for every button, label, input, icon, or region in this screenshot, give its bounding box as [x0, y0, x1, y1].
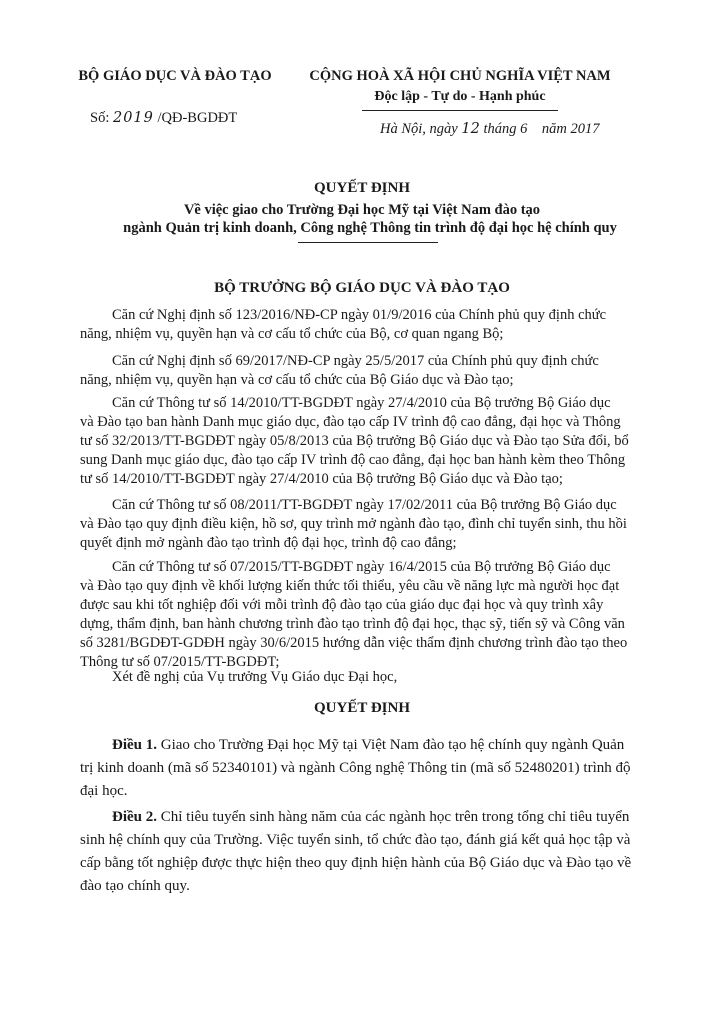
paragraph-line: đào tạo chính quy. — [80, 878, 190, 894]
paragraph-line: tư số 32/2013/TT-BGDĐT ngày 05/8/2013 của Bộ trưởng Bộ Giáo dục và Đào tạo Sửa đổi, bổ — [80, 433, 629, 449]
preamble-paragraph — [80, 394, 680, 489]
issue-date — [380, 121, 599, 138]
preamble-paragraph — [80, 558, 680, 672]
paragraph-line: quyết định mở ngành đào tạo trình độ đại học, trình độ cao đẳng; — [80, 535, 457, 551]
paragraph-line: được sau khi tốt nghiệp đối với mỗi trình độ đào tạo của giáo dục đại học và quy trình xây — [80, 597, 604, 613]
subject-line-1: Về việc giao cho Trường Đại học Mỹ tại Việt Nam đào tạo — [183, 202, 541, 218]
paragraph-line: Thông tư số 07/2015/TT-BGDĐT; — [80, 654, 280, 670]
paragraph-line: Xét đề nghị của Vụ trưởng Vụ Giáo dục Đại học, — [112, 669, 398, 685]
paragraph-line: năng, nhiệm vụ, quyền hạn và cơ cấu tổ chức của Bộ Giáo dục và Đào tạo; — [80, 372, 514, 388]
paragraph-line: năng, nhiệm vụ, quyền hạn và cơ cấu tổ chức của Bộ, cơ quan ngang Bộ; — [80, 326, 504, 342]
paragraph-line: Căn cứ Thông tư số 08/2011/TT-BGDĐT ngày 17/02/2011 của Bộ trưởng Bộ Giáo dục — [112, 497, 617, 513]
subject-line-2: ngành Quản trị kinh doanh, Công nghệ Thông tin trình độ đại học hệ chính quy — [123, 220, 617, 236]
preamble-paragraph — [80, 496, 680, 553]
paragraph-line: Chỉ tiêu tuyển sinh hàng năm của các ngành học trên trong tổng chỉ tiêu tuyển — [157, 809, 630, 825]
paragraph-line: Căn cứ Thông tư số 07/2015/TT-BGDĐT ngày 16/4/2015 của Bộ trưởng Bộ Giáo dục — [112, 559, 611, 575]
document-number-label: Số: — [90, 110, 110, 126]
paragraph-line: tư số 14/2010/TT-BGDĐT ngày 27/4/2010 của Bộ trưởng Bộ Giáo dục và Đào tạo; — [80, 471, 563, 487]
article-2 — [80, 806, 684, 898]
paragraph-line: Giao cho Trường Đại học Mỹ tại Việt Nam đào tạo hệ chính quy ngành Quản — [157, 737, 625, 753]
article-1 — [80, 734, 684, 803]
paragraph-line: và Đào tạo ban hành Danh mục giáo dục, đào tạo cấp IV trình độ cao đẳng, đại học và Thông — [80, 414, 621, 430]
date-day-handwritten: 12 — [461, 121, 480, 137]
preamble-paragraph — [80, 668, 680, 687]
document-number-handwritten: 2019 — [112, 110, 154, 126]
decision-title-2: QUYẾT ĐỊNH — [314, 700, 410, 716]
motto-underline — [362, 110, 558, 111]
paragraph-line: Căn cứ Nghị định số 123/2016/NĐ-CP ngày 01/9/2016 của Chính phủ quy định chức — [112, 307, 607, 323]
paragraph-line: trị kinh doanh (mã số 52340101) và ngành Công nghệ Thông tin (mã số 52480201) trình độ — [80, 760, 631, 776]
paragraph-line: đại học. — [80, 783, 128, 799]
national-motto: Độc lập - Tự do - Hạnh phúc — [374, 89, 546, 104]
date-month-label: tháng — [483, 121, 517, 137]
date-prefix: Hà Nội, ngày — [380, 121, 458, 137]
paragraph-line: sinh hệ chính quy của Trường. Việc tuyển sinh, tổ chức đào tạo, đánh giá kết quả học tập và — [80, 832, 631, 848]
paragraph-line: Căn cứ Nghị định số 69/2017/NĐ-CP ngày 25/5/2017 của Chính phủ quy định chức — [112, 353, 599, 369]
date-year: năm 2017 — [541, 121, 600, 137]
paragraph-line: Căn cứ Thông tư số 14/2010/TT-BGDĐT ngày 27/4/2010 của Bộ trưởng Bộ Giáo dục — [112, 395, 611, 411]
decision-title: QUYẾT ĐỊNH — [314, 180, 410, 196]
paragraph-line: sung Danh mục giáo dục, đào tạo cấp IV trình độ cao đẳng, đại học ban hành kèm theo Thông — [80, 452, 626, 468]
document-number — [90, 110, 237, 127]
minister-title: BỘ TRƯỞNG BỘ GIÁO DỤC VÀ ĐÀO TẠO — [214, 280, 510, 296]
paragraph-line: số 3281/BGDĐT-GDĐH ngày 30/6/2015 hướng dẫn việc thẩm định chương trình đào tạo theo — [80, 635, 628, 651]
article-label: Điều 1. — [112, 737, 157, 753]
paragraph-line: và Đào tạo quy định điều kiện, hồ sơ, quy trình mở ngành đào tạo, đình chỉ tuyển sinh, thu hồi — [80, 516, 627, 532]
republic-name: CỘNG HOÀ XÃ HỘI CHỦ NGHĨA VIỆT NAM — [309, 68, 611, 84]
preamble-paragraph — [80, 306, 680, 344]
paragraph-line: dựng, thẩm định, ban hành chương trình đào tạo trình độ đại học, thạc sỹ, tiến sỹ và Công văn — [80, 616, 625, 632]
paragraph-line: và Đào tạo quy định về khối lượng kiến thức tối thiểu, yêu cầu về năng lực mà người học đạt — [80, 578, 620, 594]
article-label: Điều 2. — [112, 809, 157, 825]
paragraph-line: cấp bằng tốt nghiệp được thực hiện theo quy định hiện hành của Bộ Giáo dục và Đào tạo về — [80, 855, 632, 871]
preamble-paragraph — [80, 352, 680, 390]
ministry-name: BỘ GIÁO DỤC VÀ ĐÀO TẠO — [78, 68, 272, 84]
document-number-suffix: /QĐ-BGDĐT — [157, 110, 238, 126]
date-month: 6 — [520, 121, 528, 137]
subject-underline — [298, 242, 438, 243]
